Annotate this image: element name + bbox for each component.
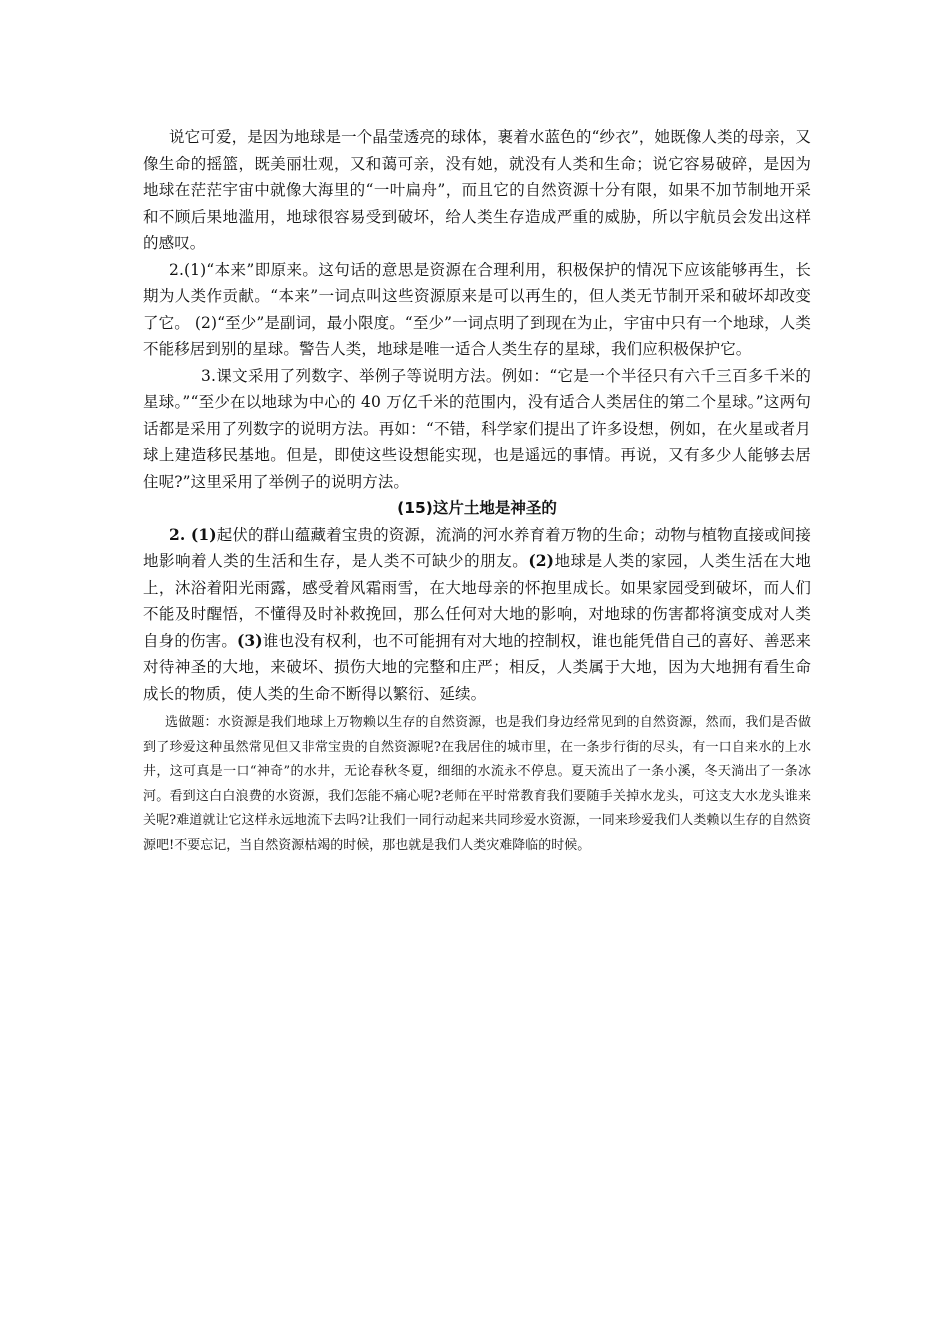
answer-marker-2: (2) <box>528 551 555 570</box>
answer-part-3: 谁也没有权利，也不可能拥有对大地的控制权，谁也能凭借自己的喜好、善恶来对待神圣的大地，来破坏、损伤大地的完整和庄严；相反，人类属于大地，因为大地拥有看生命成长的物质，使人类的生命不断得以繁衍、延续。 <box>143 631 811 703</box>
answer-part-2: 地球是人类的家园，人类生活在大地上，沐浴着阳光雨露，感受着风霜雨雪，在大地母亲的怀抱里成长。如果家园受到破坏，而人们不能及时醒悟，不懂得及时补救挽回，那么任何对大地的影响，对地球的伤害都将演变成对人类自身的伤害。 <box>143 552 811 650</box>
answer-marker-3: (3) <box>236 630 263 650</box>
answer-number: 2. (1) <box>169 524 217 544</box>
paragraph-answer-2: 2.(1)“本来”即原来。这句话的意思是资源在合理利用，积极保护的情况下应该能够再生，长期为人类作贡献。“本来”一词点叫这些资源原来是可以再生的，但人类无节制开采和破坏却改变了它。 (2)“至少”是副词，最小限度。“至少”一词点明了到现在为止，宇宙中只有一个地球，人类不能移居到别的星球。警告人类，地球是唯一适合人类生存的星球，我们应积极保护它。 <box>143 260 811 358</box>
paragraph-sacred-land-answers <box>143 522 811 708</box>
section-heading: (15)这片土地是神圣的 <box>397 499 557 517</box>
paragraph-optional-essay: 选做题：水资源是我们地球上万物赖以生存的自然资源，也是我们身边经常见到的自然资源，然而，我们是否做到了珍爱这种虽然常见但又非常宝贵的自然资源呢?在我居住的城市里，在一条步行街的尽头，有一口自来水的上水井，这可真是一口“神奇”的水井，无论春秋冬夏，细细的水流永不停息。夏天流出了一条小溪，冬天淌出了一条冰河。看到这白白浪费的水资源，我们怎能不痛心呢?老师在平时常教育我们要随手关掉水龙头，可这支大水龙头谁来关呢?难道就让它这样永远地流下去吗?让我们一同行动起来共同珍爱水资源，一同来珍爱我们人类赖以生存的自然资源吧!不要忘记，当自然资源枯竭的时候，那也就是我们人类灾难降临的时候。 <box>143 715 811 853</box>
answer-part-1: 起伏的群山蕴藏着宝贵的资源，流淌的河水养育着万物的生命；动物与植物直接或间接地影响着人类的生活和生存，是人类不可缺少的朋友。 <box>143 525 811 570</box>
document-page <box>143 124 811 858</box>
paragraph-earth-lovely-fragile: 说它可爱，是因为地球是一个晶莹透亮的球体，裹着水蓝色的“纱衣”，她既像人类的母亲，又像生命的摇篮，既美丽壮观，又和蔼可亲，没有她，就没有人类和生命；说它容易破碎，是因为地球在茫茫宇宙中就像大海里的“一叶扁舟”，而且它的自然资源十分有限，如果不加节制地开采和不顾后果地滥用，地球很容易受到破坏，给人类生存造成严重的威胁，所以宇航员会发出这样的感叹。 <box>143 128 811 252</box>
paragraph-answer-3: 3.课文采用了列数字、举例子等说明方法。例如：“它是一个半径只有六千三百多千米的星球。”“至少在以地球为中心的 40 万亿千米的范围内，没有适合人类居住的第二个星球。”这两句话都是采用了列数字的说明方法。再如：“不错，科学家们提出了许多设想，例如，在火星或者月球上建造移民基地。但是，即使这些设想能实现，也是遥远的事情。再说，又有多少人能够去居住呢?”这里采用了举例子的说明方法。 <box>143 366 811 491</box>
